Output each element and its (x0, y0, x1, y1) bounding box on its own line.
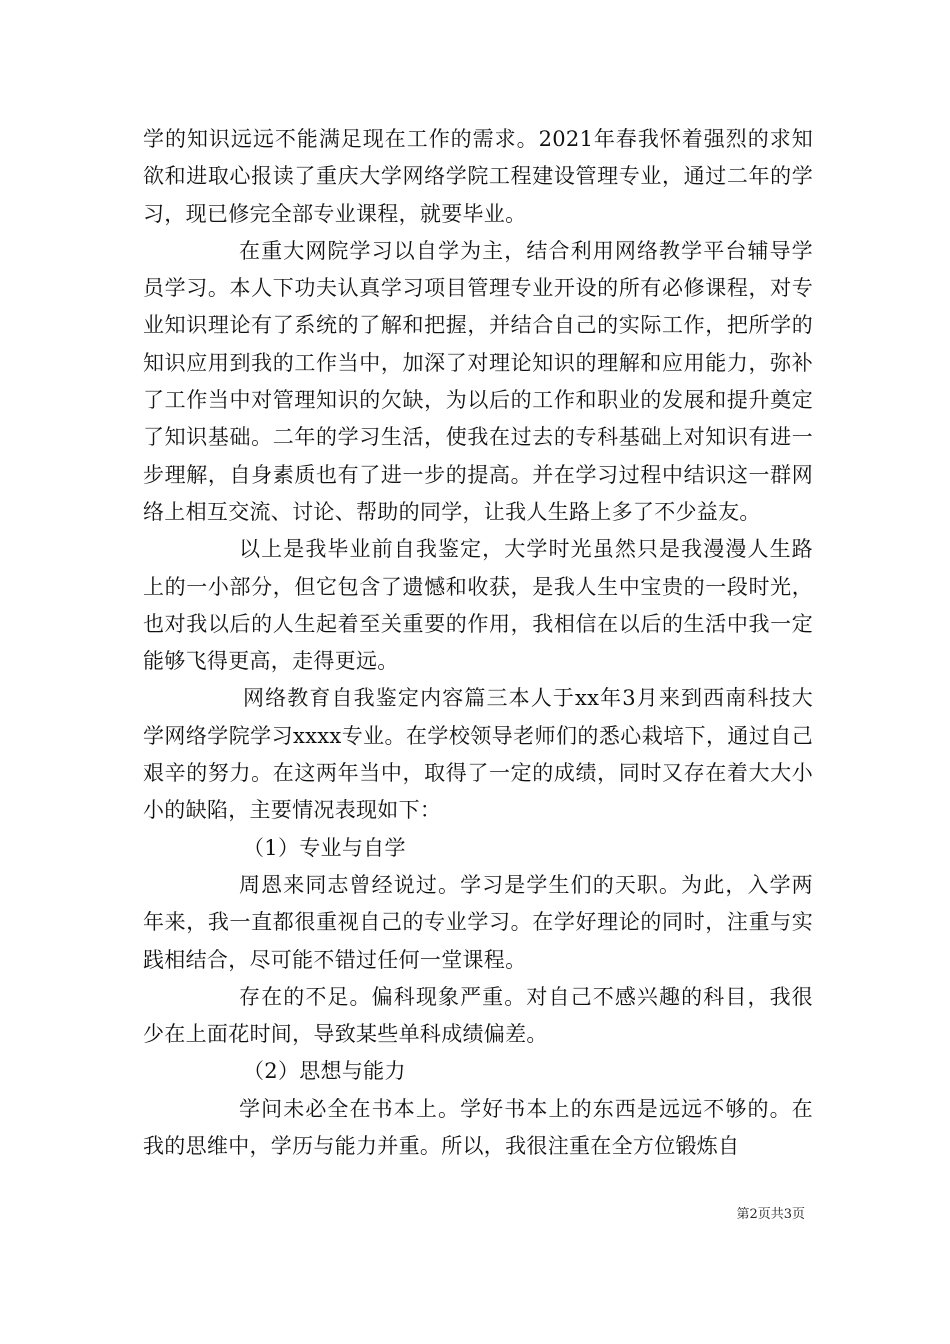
page-number-footer: 第2页共3页 (736, 1207, 805, 1222)
paragraph-1: 学的知识远远不能满足现在工作的需求。2021年春我怀着强烈的求知欲和进取心报读了重庆大学网络学院工程建设管理专业，通过二年的学习，现已修完全部专业课程，就要毕业。 (143, 127, 813, 226)
paragraph-3: 以上是我毕业前自我鉴定，大学时光虽然只是我漫漫人生路上的一小部分，但它包含了遗憾和收获，是我人生中宝贵的一段时光，也对我以后的人生起着至关重要的作用，我相信在以后的生活中我一定能够飞得更高，走得更远。 (143, 537, 813, 674)
paragraph-6: 周恩来同志曾经说过。学习是学生们的天职。为此，入学两年来，我一直都很重视自己的专业学习。在学好理论的同时，注重与实践相结合，尽可能不错过任何一堂课程。 (143, 872, 813, 972)
section-heading-2: （2）思想与能力 (243, 1059, 406, 1084)
paragraph-9: 学问未必全在书本上。学好书本上的东西是远远不够的。在我的思维中，学历与能力并重。所以，我很注重在全方位锻炼自 (143, 1096, 813, 1159)
section-heading-1: （1）专业与自学 (243, 835, 406, 860)
document-body (143, 121, 813, 1165)
paragraph-2: 在重大网院学习以自学为主，结合利用网络教学平台辅导学员学习。本人下功夫认真学习项目管理专业开设的所有必修课程，对专业知识理论有了系统的了解和把握，并结合自己的实际工作，把所学的知识应用到我的工作当中，加深了对理论知识的理解和应用能力，弥补了工作当中对管理知识的欠缺，为以后的工作和职业的发展和提升奠定了知识基础。二年的学习生活，使我在过去的专科基础上对知识有进一步理解，自身素质也有了进一步的提高。并在学习过程中结识这一群网络上相互交流、讨论、帮助的同学，让我人生路上多了不少益友。 (143, 238, 813, 524)
paragraph-4: 网络教育自我鉴定内容篇三本人于xx年3月来到西南科技大学网络学院学习xxxx专业。在学校领导老师们的悉心栽培下，通过自己艰辛的努力。在这两年当中，取得了一定的成绩，同时又存在着大大小小的缺陷，主要情况表现如下： (143, 686, 813, 823)
paragraph-7: 存在的不足。偏科现象严重。对自己不感兴趣的科目，我很少在上面花时间，导致某些单科成绩偏差。 (143, 984, 813, 1047)
